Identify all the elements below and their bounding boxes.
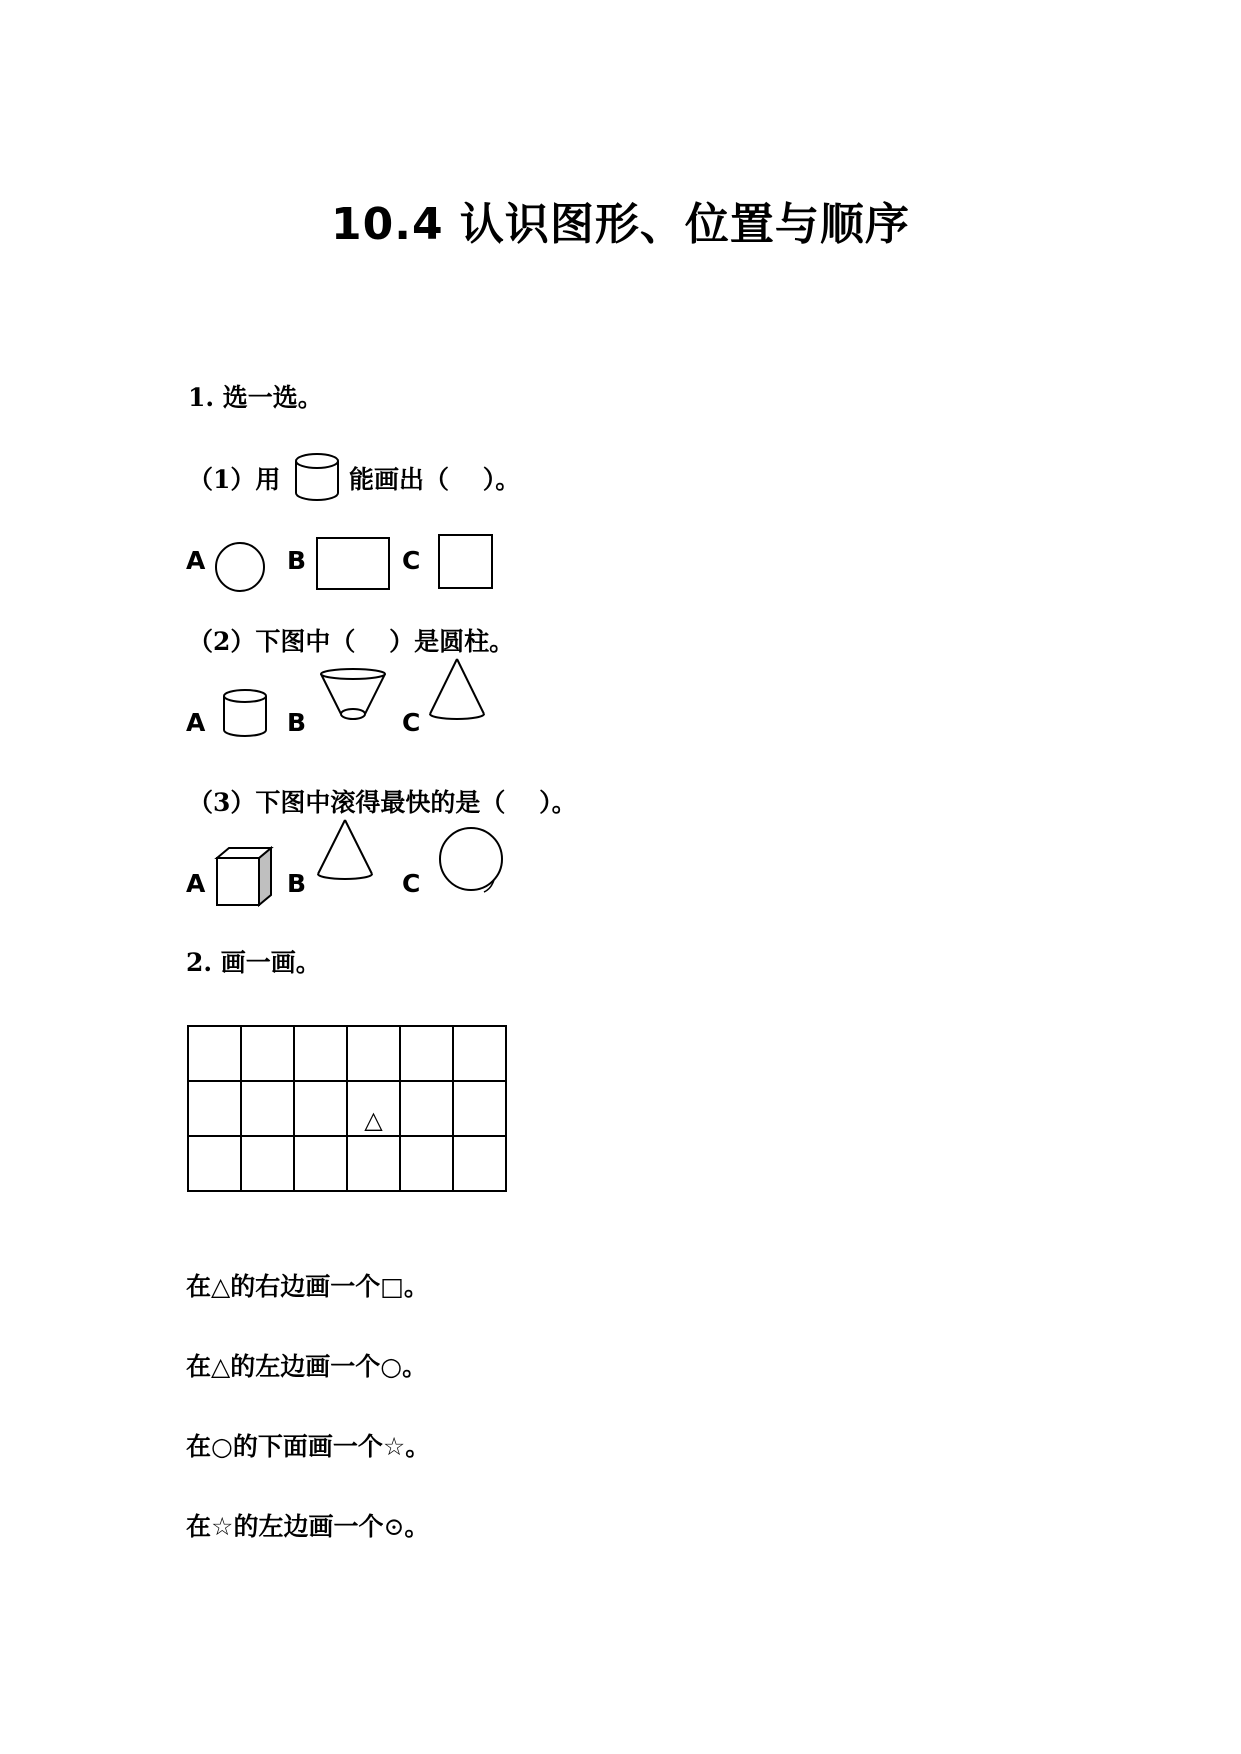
instruction-text: 在: [186, 1272, 212, 1301]
grid-cell[interactable]: [187, 1025, 242, 1082]
grid-cell[interactable]: [346, 1135, 401, 1192]
grid-cell[interactable]: [293, 1135, 348, 1192]
triangle-marker: △: [364, 1106, 383, 1134]
section2-heading: 2. 画一画。: [186, 948, 321, 977]
instruction-line: [186, 1272, 429, 1302]
q1-option-c[interactable]: C: [402, 546, 421, 575]
instruction-text: 。: [403, 1272, 429, 1301]
grid-cell[interactable]: [399, 1135, 454, 1192]
q3-text: （3）下图中滚得最快的是（ ）。: [188, 788, 577, 817]
circle-icon: ○: [211, 1432, 233, 1461]
grid-cell[interactable]: [293, 1080, 348, 1137]
q1-option-b[interactable]: B: [287, 546, 307, 575]
drawing-grid: [187, 1025, 507, 1190]
grid-cell[interactable]: [187, 1135, 242, 1192]
q2-option-c[interactable]: C: [402, 708, 421, 737]
square-icon: □: [380, 1272, 404, 1301]
triangle-icon: △: [211, 1352, 231, 1381]
grid-cell[interactable]: [452, 1025, 507, 1082]
q2-option-a[interactable]: A: [186, 708, 206, 737]
dot-circle-icon: ⊙: [383, 1512, 405, 1541]
q1-prefix: （1）用: [188, 465, 281, 494]
circle-shape: [213, 540, 267, 594]
rectangle-shape: [316, 537, 390, 591]
grid-cell[interactable]: [399, 1080, 454, 1137]
grid-cell[interactable]: [293, 1025, 348, 1082]
q1-suffix: 能画出（ ）。: [349, 465, 521, 494]
q3-option-c[interactable]: C: [402, 869, 421, 898]
grid-cell[interactable]: [187, 1080, 242, 1137]
sphere-icon: [437, 826, 507, 896]
grid-cell[interactable]: [399, 1025, 454, 1082]
q2-text: （2）下图中（ ）是圆柱。: [188, 627, 515, 656]
grid-cell[interactable]: [240, 1080, 295, 1137]
cube-icon: [215, 846, 275, 908]
section1-heading: 1. 选一选。: [188, 383, 323, 412]
instruction-line: [186, 1432, 430, 1462]
instruction-text: 。: [405, 1432, 431, 1461]
grid-cell[interactable]: [452, 1080, 507, 1137]
instruction-text: 在: [186, 1512, 212, 1541]
page-title: 10.4 认识图形、位置与顺序: [331, 199, 910, 250]
q1-option-a[interactable]: A: [186, 546, 206, 575]
square-shape: [438, 534, 494, 590]
instruction-text: 的右边画一个: [230, 1272, 381, 1301]
star-icon: ☆: [211, 1512, 234, 1541]
grid-cell[interactable]: [240, 1135, 295, 1192]
instruction-text: 在: [186, 1432, 212, 1461]
grid-cell[interactable]: [452, 1135, 507, 1192]
circle-icon: ○: [380, 1352, 403, 1381]
cone-icon: [316, 818, 374, 884]
grid-cell[interactable]: [240, 1025, 295, 1082]
instruction-line: [186, 1352, 427, 1382]
instruction-text: 的左边画一个: [233, 1512, 384, 1541]
q3-option-a[interactable]: A: [186, 869, 206, 898]
triangle-icon: △: [211, 1272, 231, 1301]
grid-cell[interactable]: [346, 1080, 401, 1137]
grid-cell[interactable]: [346, 1025, 401, 1082]
instruction-text: 的下面画一个: [232, 1432, 383, 1461]
star-icon: ☆: [382, 1432, 406, 1461]
instruction-text: 在: [186, 1352, 212, 1381]
instruction-text: 。: [404, 1512, 430, 1541]
cylinder-icon: [293, 452, 341, 502]
instruction-text: 。: [402, 1352, 428, 1381]
q2-option-b[interactable]: B: [287, 708, 307, 737]
instruction-line: [186, 1512, 429, 1542]
q3-option-b[interactable]: B: [287, 869, 307, 898]
cylinder-icon: [221, 688, 269, 738]
frustum-icon: [319, 668, 387, 724]
cone-icon: [428, 657, 486, 723]
instruction-text: 的左边画一个: [230, 1352, 381, 1381]
